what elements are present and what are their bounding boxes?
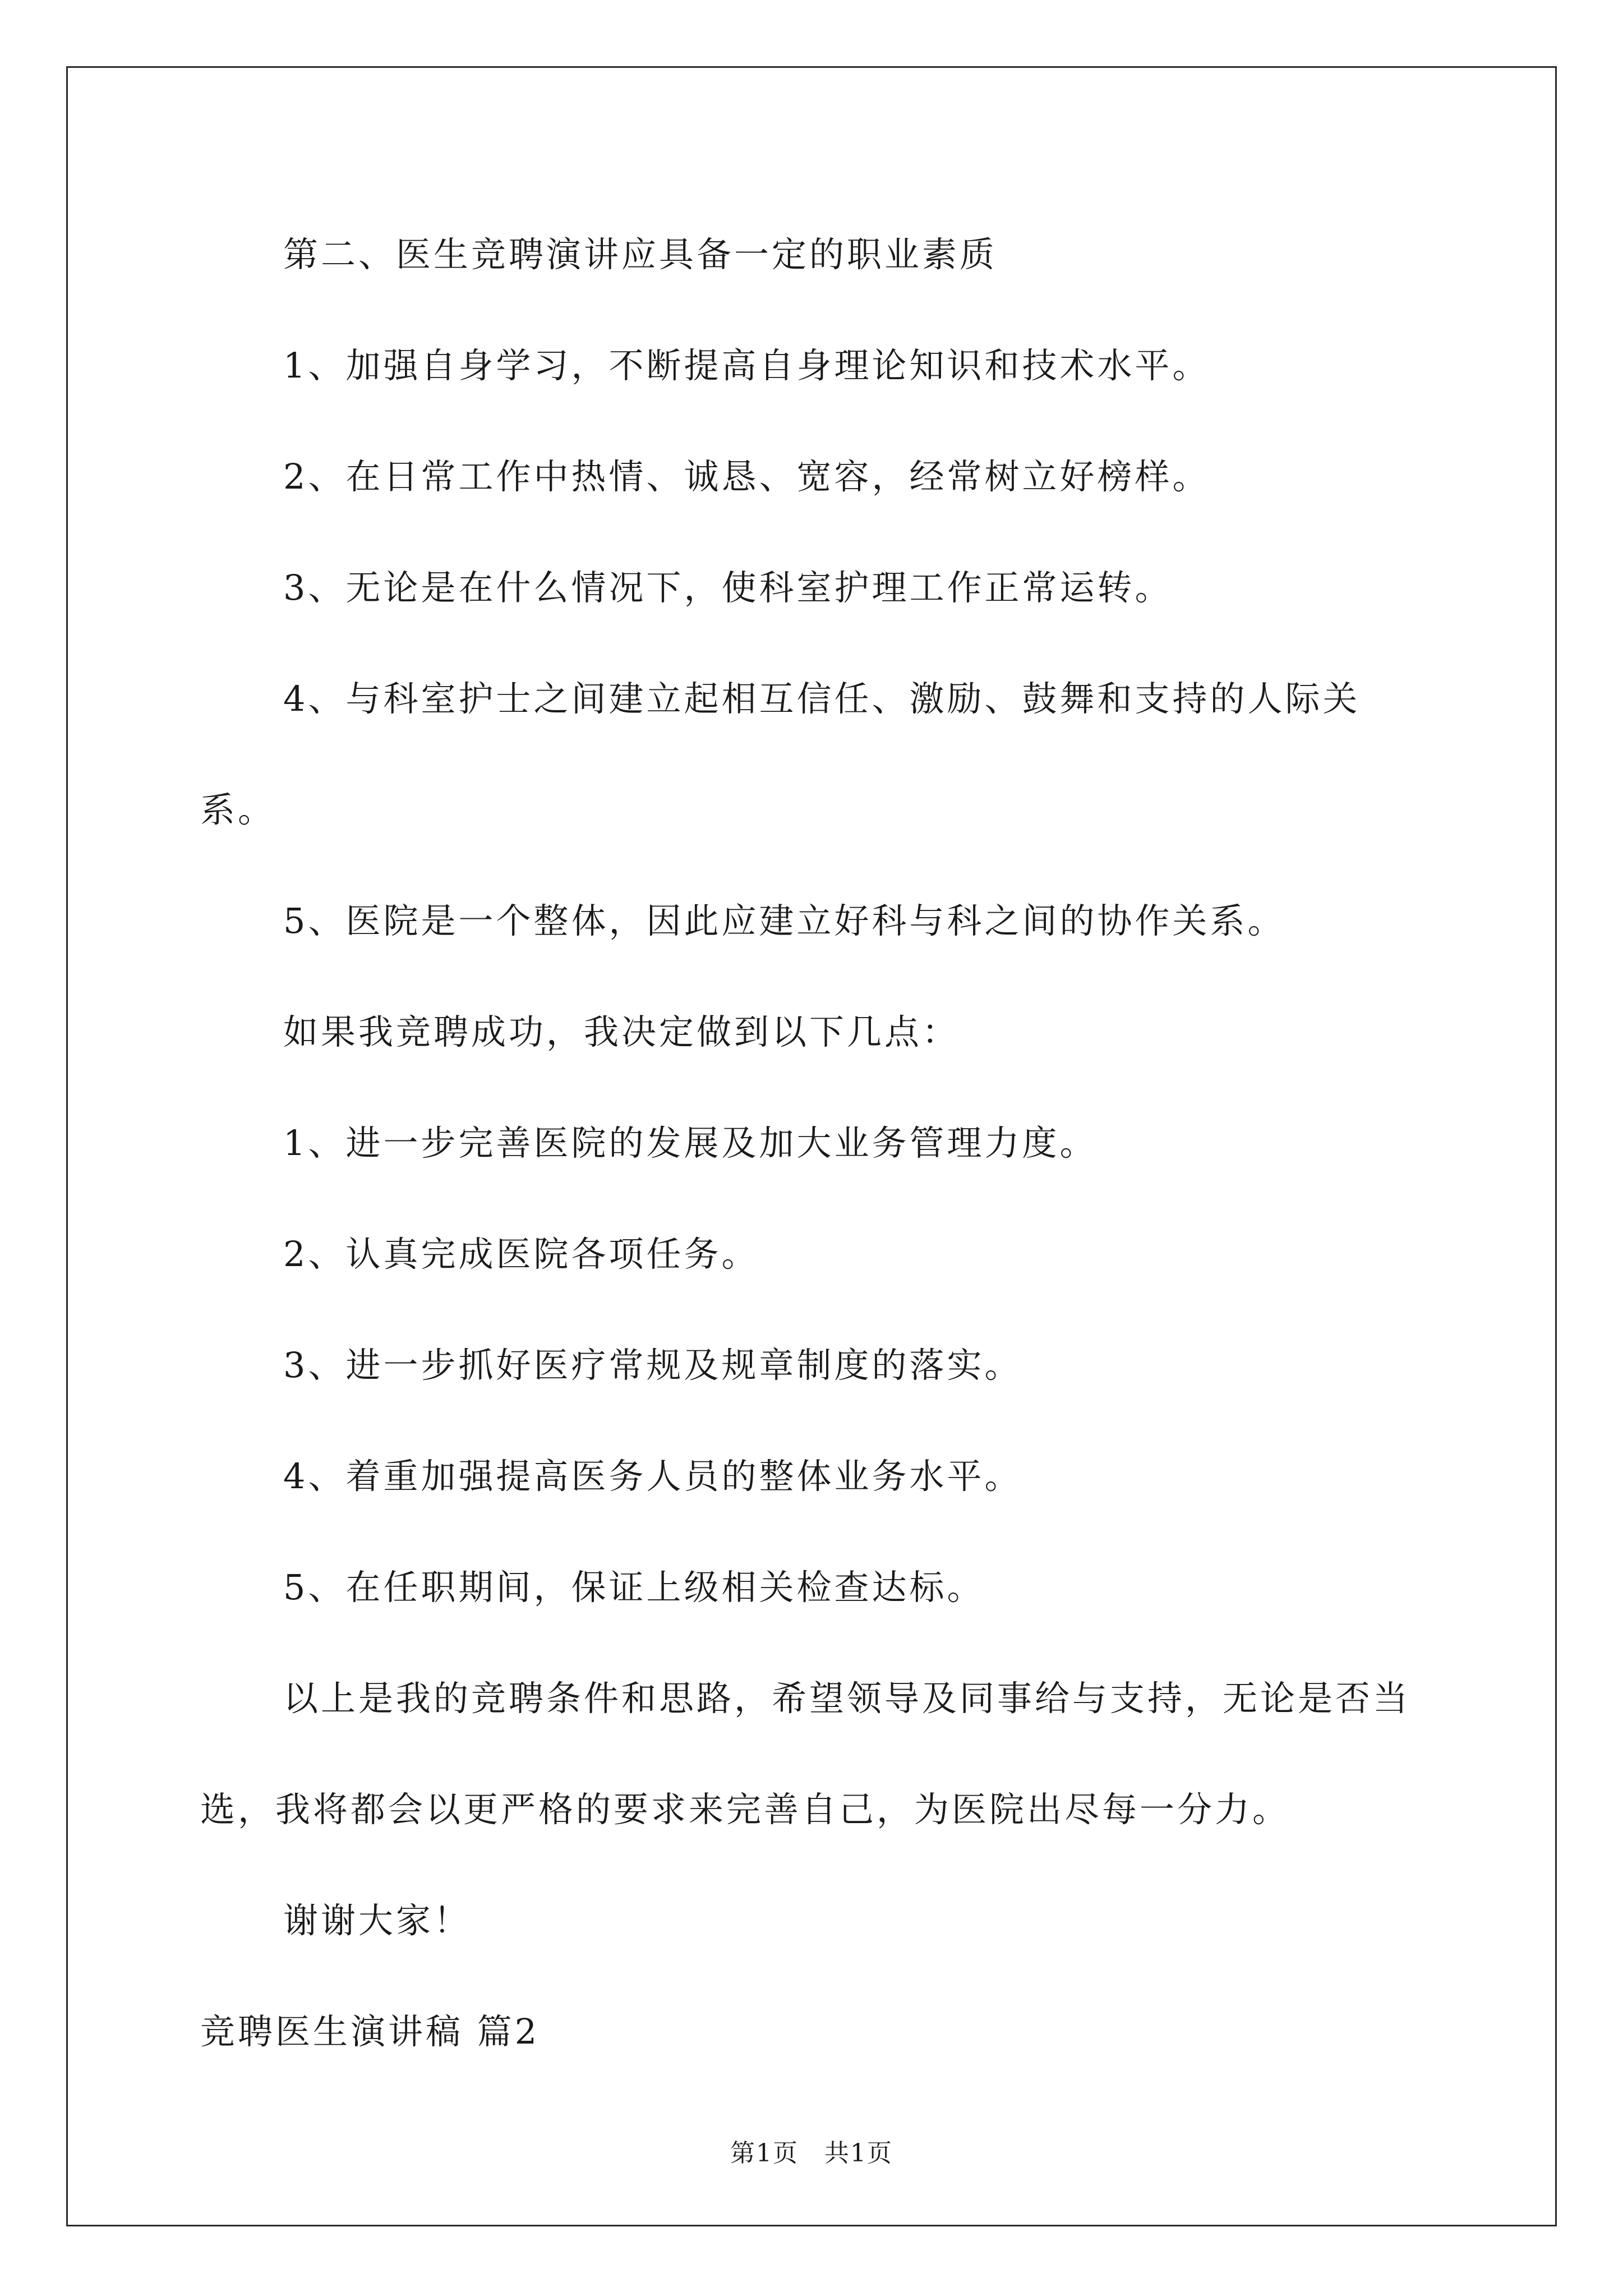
section-heading: 竞聘医生演讲稿 篇2 <box>200 2011 540 2052</box>
document-body <box>200 199 1432 2087</box>
paragraph-conclusion: 以上是我的竞聘条件和思路，希望领导及同事给与支持，无论是否当选，我将都会以更严格的要求来完善自己，为医院出尽每一分力。 <box>200 1678 1411 1830</box>
list-item: 3、进一步抓好医疗常规及规章制度的落实。 <box>283 1345 1022 1386</box>
list-item: 3、无论是在什么情况下，使科室护理工作正常运转。 <box>283 567 1173 608</box>
list-item: 5、医院是一个整体，因此应建立好科与科之间的协作关系。 <box>283 900 1285 941</box>
list-item: 4、与科室护士之间建立起相互信任、激励、鼓舞和支持的人际关系。 <box>200 678 1361 830</box>
paragraph-intro: 如果我竞聘成功，我决定做到以下几点： <box>283 1011 960 1052</box>
list-item: 1、进一步完善医院的发展及加大业务管理力度。 <box>283 1122 1098 1163</box>
list-item: 4、着重加强提高医务人员的整体业务水平。 <box>283 1456 1022 1497</box>
list-item: 1、加强自身学习，不断提高自身理论知识和技术水平。 <box>283 345 1210 386</box>
paragraph-thanks: 谢谢大家！ <box>283 1900 472 1941</box>
list-item: 2、认真完成医院各项任务。 <box>283 1234 759 1274</box>
list-item: 5、在任职期间，保证上级相关检查达标。 <box>283 1567 985 1608</box>
page-footer: 第1页 共1页 <box>730 2139 893 2168</box>
paragraph-heading-2: 第二、医生竞聘演讲应具备一定的职业素质 <box>283 234 998 275</box>
list-item: 2、在日常工作中热情、诚恳、宽容，经常树立好榜样。 <box>283 456 1210 497</box>
